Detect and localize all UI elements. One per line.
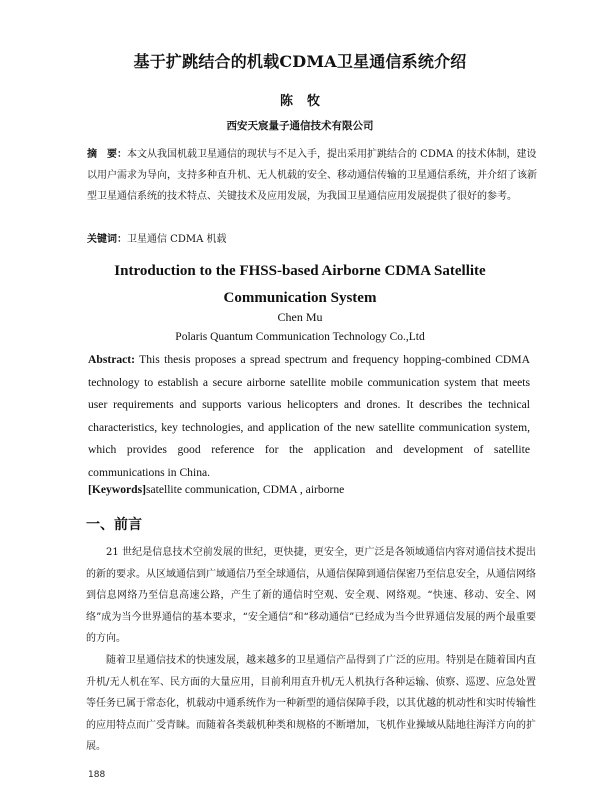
abstract-cn-text: 本文从我国机载卫星通信的现状与不足入手，提出采用扩跳结合的 CDMA 的技术体制，建设以用户需求为导向，支持多种直升机、无人机载的安全、移动通信传输的卫星通信系统，并介绍了该新型卫星通信系统的技术特点、关键技术及应用发展，为我国卫星通信应用发展提供了很好的参考。 <box>87 149 537 202</box>
body-paragraph-text: 随着卫星通信技术的快速发展，越来越多的卫星通信产品得到了广泛的应用。特别是在随着国内直升机/无人机在军、民方面的大量应用，目前利用直升机/无人机执行各种运输、侦察、巡逻、应急处置等任务已属于常态化，机载动中通系统作为一种新型的通信保障手段，以其优越的机动性和实时传输性的应用特点而广受青睐。而随着各类载机种类和规格的不断增加，飞机作业操域从陆地往海洋方向的扩展。 <box>86 655 536 753</box>
keywords-cn-text: 卫星通信 CDMA 机载 <box>127 234 227 245</box>
affiliation-cn: 西安天宸量子通信技术有限公司 <box>226 120 374 132</box>
body-paragraph-2 <box>86 650 536 758</box>
body-paragraph-1 <box>86 542 536 650</box>
abstract-en <box>88 349 530 484</box>
keywords-en-text: satellite communication, CDMA , airborne <box>145 483 345 496</box>
paper-title-en-line1: Introduction to the FHSS-based Airborne CDMA Satellite <box>114 263 486 279</box>
abstract-cn-label: 摘 要： <box>87 149 127 160</box>
author-name-cn: 陈牧 <box>279 94 334 109</box>
paper-title-en-line2: Communication System <box>223 290 377 306</box>
abstract-en-text: This thesis proposes a spread spectrum and frequency hopping-combined CDMA technology to establish a secure airborne satellite mobile communication system that meets user requirements and supports various helicopters and drones. It describes the technical characteristics, key technologies, and application of the new satellite communication system, which provides good reference for the application and development of satellite communications in China. <box>88 353 530 479</box>
abstract-en-label: Abstract: <box>88 353 136 366</box>
abstract-cn <box>87 144 537 207</box>
section-heading-introduction: 一、前言 <box>86 517 142 533</box>
paper-title-cn: 基于扩跳结合的机载CDMA卫星通信系统介绍 <box>133 52 467 71</box>
page-number: 188 <box>88 770 106 780</box>
keywords-en-label: [Keywords] <box>88 483 146 496</box>
keywords-en <box>88 481 530 499</box>
author-name-en: Chen Mu <box>277 310 323 324</box>
keywords-cn-label: 关键词： <box>87 234 127 245</box>
body-paragraph-text: 21 世纪是信息技术空前发展的世纪，更快捷，更安全，更广泛是各领域通信内容对通信技术提出的新的要求。从区域通信到广域通信乃至全球通信，从通信保障到通信保密乃至信息安全，从通信网络到信息网络乃至信息高速公路，产生了新的通信时空观、安全观、网络观。“快速、移动、安全、网络”成为当今世界通信的基本要求，“安全通信”和“移动通信”已经成为当今世界通信发展的两个最重要的方向。 <box>86 547 536 645</box>
affiliation-en: Polaris Quantum Communication Technology Co.,Ltd <box>175 331 425 343</box>
paper-title-en <box>0 258 600 312</box>
keywords-cn <box>87 231 537 249</box>
